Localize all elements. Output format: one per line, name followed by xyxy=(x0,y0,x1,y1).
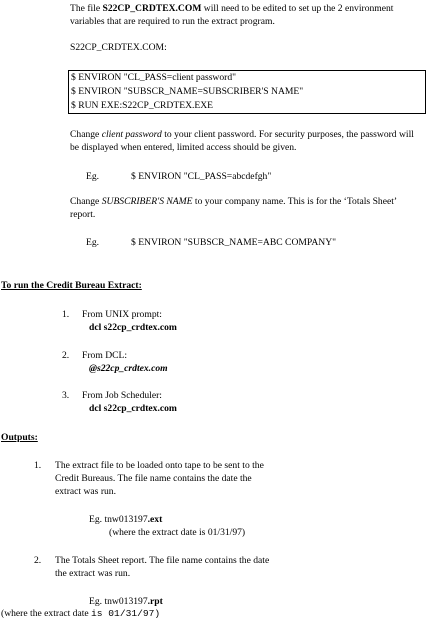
change-pass-line-1: Change client password to your client password. For security purposes, the password will xyxy=(70,129,414,140)
output-2-line-2: the extract was run. xyxy=(55,568,131,579)
run-step-3-num: 3. xyxy=(62,390,70,401)
com-line-1: $ ENVIRON "CL_PASS=client password" xyxy=(71,72,237,83)
example-name-code: $ ENVIRON "SUBSCR_NAME=ABC COMPANY" xyxy=(131,237,337,248)
com-file-box xyxy=(68,70,426,114)
run-step-1-num: 1. xyxy=(62,309,70,320)
com-label: S22CP_CRDTEX.COM: xyxy=(70,42,167,53)
example-pass-code: $ ENVIRON "CL_PASS=abcdefgh" xyxy=(131,171,272,182)
intro-line-2: variables that are required to run the extract program. xyxy=(70,16,275,27)
output-1-line-3: extract was run. xyxy=(55,486,117,497)
run-step-2-cmd: @s22cp_crdtex.com xyxy=(89,363,168,374)
com-line-2: $ ENVIRON "SUBSCR_NAME=SUBSCRIBER'S NAME" xyxy=(71,86,304,97)
output-1-note: (where the extract date is 01/31/97) xyxy=(109,527,246,538)
output-1-num: 1. xyxy=(34,460,42,471)
output-1-ext: .ext xyxy=(147,514,163,525)
change-name-line-2: report. xyxy=(70,209,96,220)
run-step-2-num: 2. xyxy=(62,350,70,361)
run-step-1-cmd: dcl s22cp_crdtex.com xyxy=(89,322,177,333)
change-name-line-1: Change SUBSCRIBER'S NAME to your company name. This is for the ‘Totals Sheet’ xyxy=(70,196,398,207)
output-2-example: Eg. tnw013197.rpt xyxy=(89,596,163,607)
run-step-3-cmd: dcl s22cp_crdtex.com xyxy=(89,403,177,414)
output-1-line-2: Credit Bureaus. The file name contains the date the xyxy=(55,473,252,484)
output-1-line-1: The extract file to be loaded onto tape to be sent to the xyxy=(55,460,264,471)
subscriber-name-term: SUBSCRIBER'S NAME xyxy=(101,196,193,207)
output-2-num: 2. xyxy=(34,555,42,566)
output-1-example: Eg. tnw013197.ext xyxy=(89,514,163,525)
output-2-ext: .rpt xyxy=(147,596,163,607)
run-step-3-text: From Job Scheduler: xyxy=(82,390,162,401)
outputs-heading: Outputs: xyxy=(1,432,38,443)
output-2-line-1: The Totals Sheet report. The file name contains the date xyxy=(55,555,270,566)
intro-line-1: The file S22CP_CRDTEX.COM will need to be edited to set up the 2 environment xyxy=(70,3,394,14)
client-password-term: client password xyxy=(101,129,162,140)
com-line-3: $ RUN EXE:S22CP_CRDTEX.EXE xyxy=(71,100,214,111)
run-heading: To run the Credit Bureau Extract: xyxy=(1,280,142,291)
example-pass-label: Eg. xyxy=(86,171,100,182)
example-name-label: Eg. xyxy=(86,237,100,248)
run-step-1-text: From UNIX prompt: xyxy=(82,309,162,320)
output-2-note: (where the extract date is 01/31/97) xyxy=(1,608,161,619)
intro-filename: S22CP_CRDTEX.COM xyxy=(102,3,202,14)
output-2-note-mono: is 01/31/97) xyxy=(91,608,161,619)
change-pass-line-2: be displayed when entered, limited access should be given. xyxy=(70,142,297,153)
run-step-2-text: From DCL: xyxy=(82,350,128,361)
